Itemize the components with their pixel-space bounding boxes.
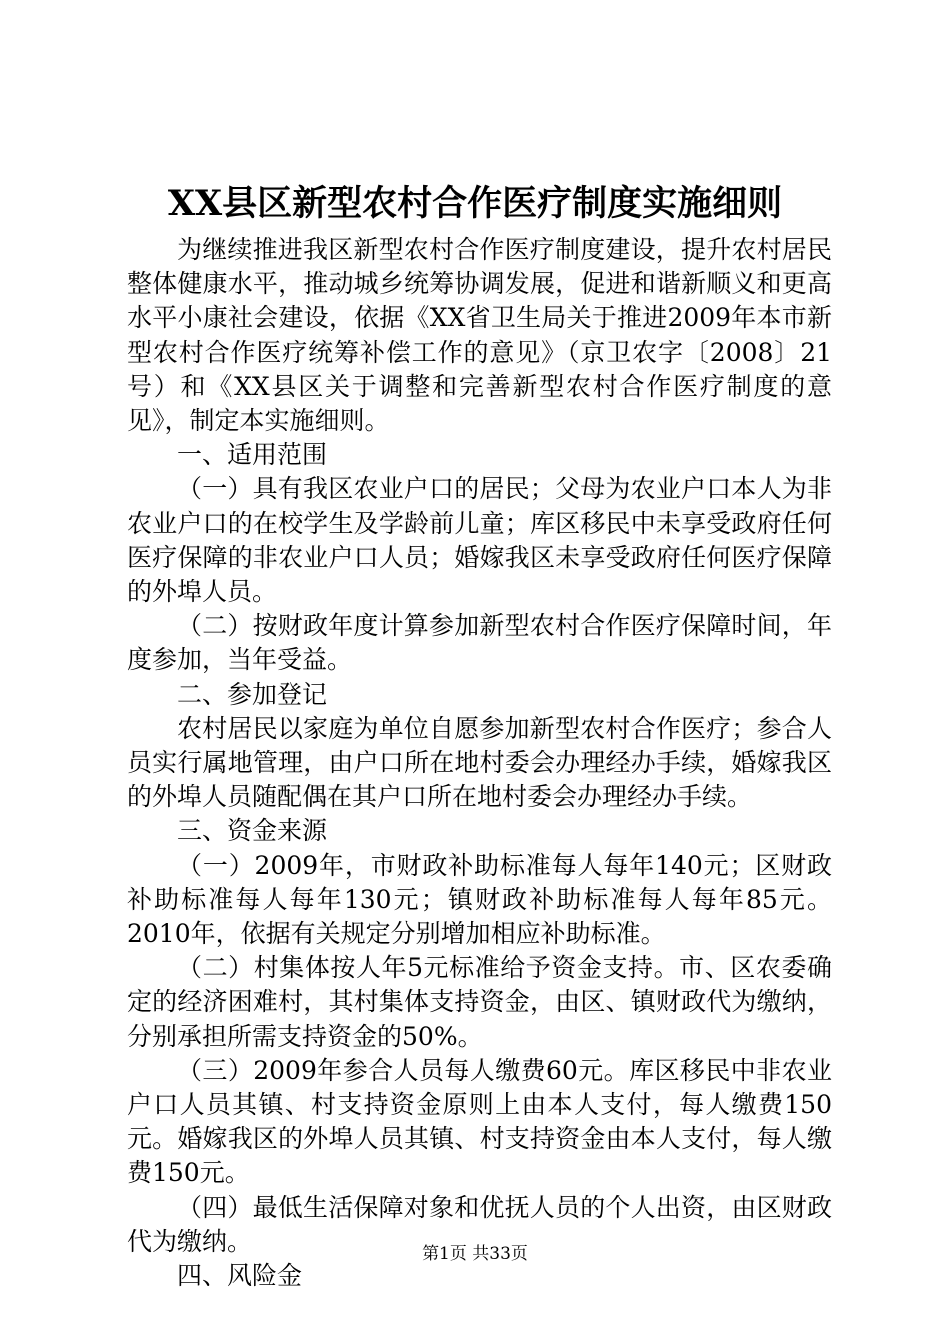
section-heading-registration: 二、参加登记 — [177, 679, 328, 709]
paragraph-funding-3: （三）2009年参合人员每人缴费60元。库区移民中非农业户口人员其镇、村支持资金原则上由本人支付，每人缴费150元。婚嫁我区的外埠人员其镇、村支持资金由本人支付，每人缴费150元。 — [127, 1055, 832, 1188]
paragraph-intro: 为继续推进我区新型农村合作医疗制度建设，提升农村居民整体健康水平，推动城乡统筹协调发展，促进和谐新顺义和更高水平小康社会建设，依据《XX省卫生局关于推进2009年本市新型农村合作医疗统筹补偿工作的意见》（京卫农字〔2008〕21号）和《XX县区关于调整和完善新型农村合作医疗制度的意见》，制定本实施细则。 — [127, 235, 832, 436]
paragraph-funding-2: （二）村集体按人年5元标准给予资金支持。市、区农委确定的经济困难村，其村集体支持资金，由区、镇财政代为缴纳，分别承担所需支持资金的50%。 — [127, 953, 832, 1051]
paragraph-registration: 农村居民以家庭为单位自愿参加新型农村合作医疗；参合人员实行属地管理，由户口所在地村委会办理经办手续，婚嫁我区的外埠人员随配偶在其户口所在地村委会办理经办手续。 — [127, 713, 832, 812]
section-heading-scope: 一、适用范围 — [177, 440, 328, 470]
page-footer: 第1页 共33页 — [422, 1244, 528, 1264]
paragraph-funding-4: （四）最低生活保障对象和优抚人员的个人出资，由区财政代为缴纳。 — [127, 1192, 832, 1256]
section-heading-funding: 三、资金来源 — [177, 816, 328, 846]
section-heading-risk-fund: 四、风险金 — [177, 1261, 303, 1291]
paragraph-funding-1: （一）2009年，市财政补助标准每人每年140元；区财政补助标准每人每年130元；镇财政补助标准每人每年85元。2010年，依据有关规定分别增加相应补助标准。 — [127, 850, 832, 949]
document-title: XX县区新型农村合作医疗制度实施细则 — [167, 183, 783, 224]
document-body — [127, 233, 832, 1293]
paragraph-scope-1: （一）具有我区农业户口的居民；父母为农业户口本人为非农业户口的在校学生及学龄前儿童；库区移民中未享受政府任何医疗保障的非农业户口人员；婚嫁我区未享受政府任何医疗保障的外埠人员。 — [127, 474, 832, 607]
paragraph-scope-2: （二）按财政年度计算参加新型农村合作医疗保障时间，年度参加，当年受益。 — [127, 611, 832, 675]
